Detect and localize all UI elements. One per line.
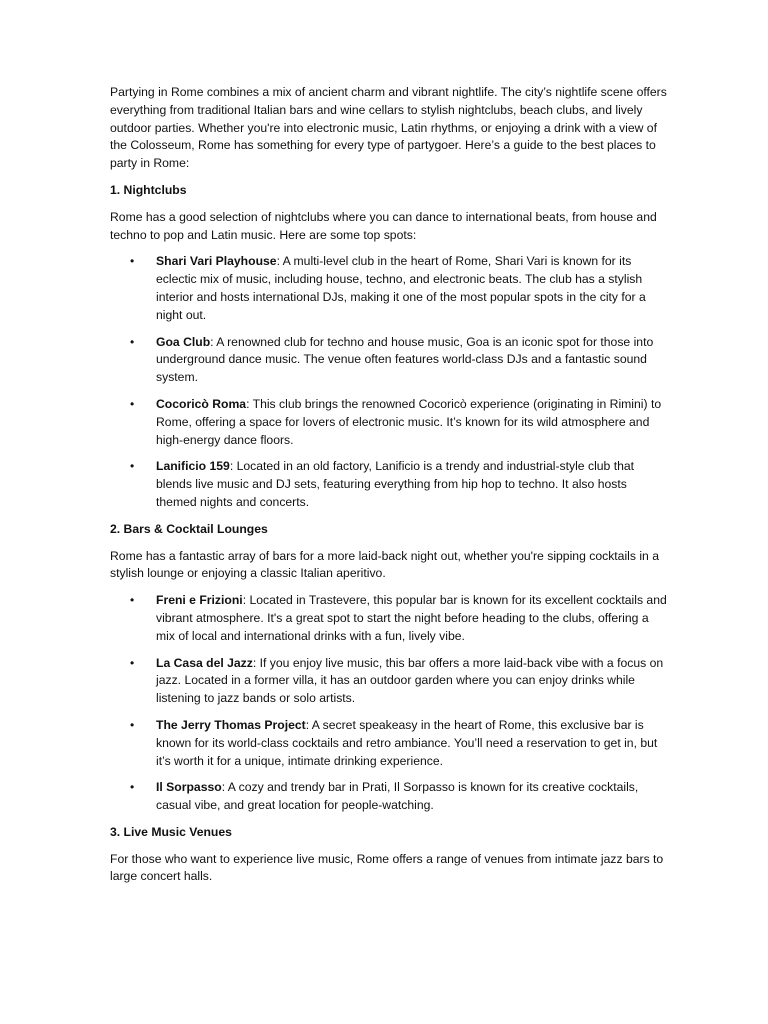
venue-description: : Located in Trastevere, this popular bar is known for its excellent cocktails and vibrant atmosphere. It's a great spot to start the night before heading to the clubs, offering a mix of local and international drinks with a fun, lively vibe. — [156, 593, 667, 643]
venue-name: Shari Vari Playhouse — [156, 254, 277, 269]
bullet-icon: • — [130, 396, 135, 411]
section-bars — [110, 521, 670, 815]
section-nightclubs — [110, 182, 670, 512]
list-item — [110, 253, 670, 324]
section-text: For those who want to experience live music, Rome offers a range of venues from intimate jazz bars to large concert halls. — [110, 851, 664, 884]
venue-description: : A cozy and trendy bar in Prati, Il Sorpasso is known for its creative cocktails, casual vibe, and great location for people-watching. — [156, 780, 639, 813]
venue-description: : A secret speakeasy in the heart of Rome, this exclusive bar is known for its world-class cocktails and retro ambiance. You’ll need a reservation to get in, but it’s worth it for a unique, intimate drinking experience. — [156, 717, 658, 768]
venue-description: : A renowned club for techno and house music, Goa is an iconic spot for those into underground dance music. The venue often features world-class DJs and a fantastic sound system. — [156, 334, 654, 385]
section-text: Rome has a fantastic array of bars for a more laid-back night out, whether you're sipping cocktails in a stylish lounge or enjoying a classic Italian aperitivo. — [110, 548, 660, 581]
section-live-music — [110, 824, 670, 886]
section-text: Rome has a good selection of nightclubs where you can dance to international beats, from house and techno to pop and Latin music. Here are some top spots: — [110, 209, 657, 242]
bullet-icon: • — [130, 254, 135, 269]
bullet-icon: • — [130, 655, 135, 670]
venue-description: : This club brings the renowned Cocoricò experience (originating in Rimini) to Rome, offering a space for lovers of electronic music. It’s known for its wild atmosphere and high-energy dance floors. — [156, 396, 662, 447]
venue-description: : A multi-level club in the heart of Rome, Shari Vari is known for its eclectic mix of music, including house, techno, and electronic beats. The club has a stylish interior and hosts international DJs, making it one of the most popular spots in the city for a night out. — [156, 254, 646, 322]
list-item — [110, 655, 670, 708]
section-heading: 1. Nightclubs — [110, 182, 187, 197]
list-item — [110, 717, 670, 770]
bullet-icon: • — [130, 459, 135, 474]
venue-description: : Located in an old factory, Lanificio is a trendy and industrial-style club that blends live music and DJ sets, featuring everything from hip hop to techno. It also hosts themed nights and concerts. — [156, 459, 635, 509]
bullet-icon: • — [130, 334, 135, 349]
list-item — [110, 334, 670, 387]
intro-paragraph: Partying in Rome combines a mix of ancient charm and vibrant nightlife. The city’s nightlife scene offers everything from traditional Italian bars and wine cellars to stylish nightclubs, beach clubs, and lively outdoor parties. Whether you're into electronic music, Latin rhythms, or enjoying a drink with a view of the Colosseum, Rome has something for every type of partygoer. Here’s a guide to the best places to party in Rome: — [110, 85, 667, 171]
venue-name: Lanificio 159 — [156, 459, 230, 474]
venue-name: Goa Club — [156, 334, 211, 349]
bullet-icon: • — [130, 780, 135, 795]
venue-list — [110, 592, 670, 815]
venue-name: The Jerry Thomas Project — [156, 717, 306, 732]
venue-name: Cocoricò Roma — [156, 396, 247, 411]
document-page — [110, 84, 670, 895]
list-item — [110, 396, 670, 449]
venue-name: La Casa del Jazz — [156, 655, 253, 670]
bullet-icon: • — [130, 717, 135, 732]
venue-list — [110, 253, 670, 511]
list-item — [110, 779, 670, 815]
venue-name: Il Sorpasso — [156, 780, 222, 795]
venue-name: Freni e Frizioni — [156, 593, 243, 608]
section-heading: 3. Live Music Venues — [110, 824, 232, 839]
section-heading: 2. Bars & Cocktail Lounges — [110, 521, 268, 536]
list-item — [110, 458, 670, 511]
venue-description: : If you enjoy live music, this bar offers a more laid-back vibe with a focus on jazz. Located in a former villa, it has an outdoor garden where you can enjoy drinks while listening to jazz bands or solo artists. — [156, 655, 664, 706]
list-item — [110, 592, 670, 645]
bullet-icon: • — [130, 593, 135, 608]
